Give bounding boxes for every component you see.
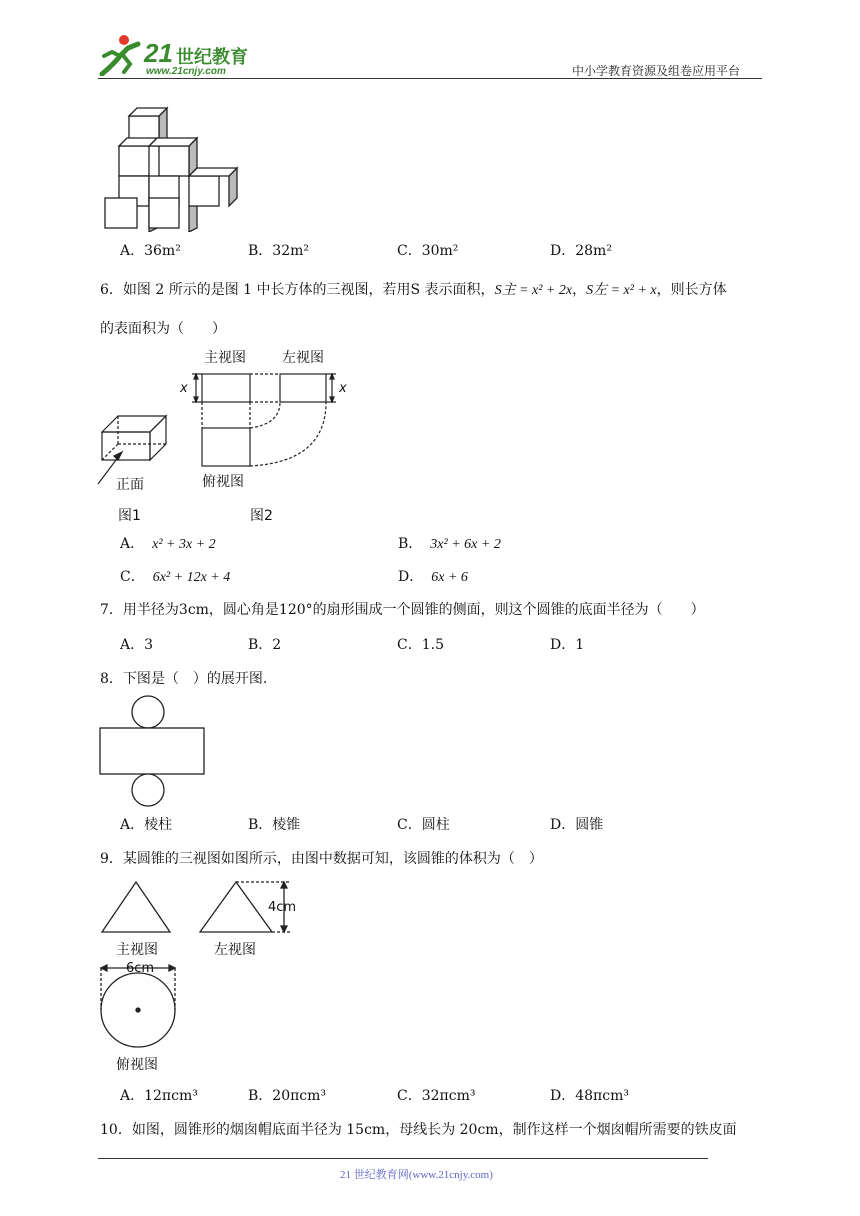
- runner-logo-icon: [94, 34, 144, 76]
- q6-option-c: [120, 568, 230, 587]
- q6-fig-front-face: 正面: [116, 477, 144, 493]
- header: [0, 0, 860, 80]
- logo-text: 世纪教育: [176, 47, 248, 68]
- q6-question-line1: [100, 281, 727, 300]
- q6-option-d: [398, 568, 468, 587]
- q9-fig-left-view: 左视图: [214, 942, 256, 958]
- q9-fig-top-view: 俯视图: [116, 1057, 158, 1073]
- cone-three-view-figure: [96, 872, 306, 1080]
- q7-option-b: B．2: [248, 637, 282, 653]
- platform-title: 中小学教育资源及组卷应用平台: [572, 64, 741, 78]
- q8-option-c: C．圆柱: [397, 817, 450, 833]
- logo: [94, 34, 264, 78]
- q6-suffix: ，则长方体: [656, 282, 727, 298]
- q6-option-b: [398, 535, 501, 554]
- q6-option-a-label: A．: [120, 536, 145, 552]
- cylinder-net-figure: [98, 694, 208, 808]
- q6-comma: ，: [572, 282, 587, 298]
- q7-option-d: D．1: [550, 637, 585, 653]
- q8-option-a: A．棱柱: [120, 817, 173, 833]
- q9-option-c: C．32πcm³: [397, 1088, 476, 1104]
- footer-text: 21 世纪教育网(www.21cnjy.com): [340, 1169, 493, 1181]
- q9-option-b: B．20πcm³: [248, 1088, 327, 1104]
- footer-rule: [98, 1158, 708, 1159]
- q6-option-b-label: B．: [398, 536, 423, 552]
- q6-fig2-caption: 图2: [250, 508, 273, 524]
- q6-fig-left-view: 左视图: [282, 350, 324, 366]
- q5-option-b: B．32m²: [248, 243, 309, 259]
- q6-option-a-expr: x² + 3x + 2: [152, 537, 216, 552]
- q9-option-d: D．48πcm³: [550, 1088, 629, 1104]
- q9-option-a: A．12πcm³: [120, 1088, 198, 1104]
- q6-fig-x-right: x: [339, 381, 347, 396]
- logo-number: 21: [144, 38, 173, 68]
- q8-option-d: D．圆锥: [550, 817, 604, 833]
- q6-option-d-label: D．: [398, 569, 424, 585]
- q6-three-view-figure: [96, 344, 366, 530]
- q6-fig-front-view: 主视图: [204, 350, 246, 366]
- q7-question: 7．用半径为3cm，圆心角是120°的扇形围成一个圆锥的侧面，则这个圆锥的底面半径为（ ）: [100, 602, 705, 618]
- q9-fig-diameter: 6cm: [126, 961, 155, 976]
- logo-url: www.21cnjy.com: [146, 66, 226, 77]
- q5-option-d: D．28m²: [550, 243, 612, 259]
- q5-option-c: C．30m²: [397, 243, 459, 259]
- q7-option-a: A．3: [120, 637, 154, 653]
- q6-option-b-expr: 3x² + 6x + 2: [430, 537, 501, 552]
- q10-question: 10．如图，圆锥形的烟囱帽底面半径为 15cm，母线长为 20cm，制作这样一个烟囱帽所需要的铁皮面: [100, 1122, 737, 1138]
- q6-fig-x-left: x: [180, 381, 188, 396]
- q9-question: 9．某圆锥的三视图如图所示，由图中数据可知，该圆锥的体积为（ ）: [100, 851, 543, 867]
- q6-option-c-expr: 6x² + 12x + 4: [152, 570, 231, 585]
- q6-question-line2: 的表面积为（ ）: [100, 321, 226, 337]
- stacked-cubes-figure: [100, 100, 240, 232]
- q6-option-a: [120, 535, 216, 554]
- header-rule: [98, 78, 762, 79]
- q6-option-d-expr: 6x + 6: [431, 570, 468, 585]
- q6-fig-top-view: 俯视图: [202, 474, 244, 490]
- q6-prefix: 6．如图 2 所示的是图 1 中长方体的三视图，若用S 表示面积，: [100, 282, 495, 298]
- q9-fig-height: 4cm: [268, 900, 297, 915]
- q9-fig-front-view: 主视图: [116, 942, 158, 958]
- q8-option-b: B．棱锥: [248, 817, 301, 833]
- q6-fig1-caption: 图1: [118, 508, 141, 524]
- q8-question: 8．下图是（ ）的展开图.: [100, 671, 268, 687]
- q7-option-c: C．1.5: [397, 637, 444, 653]
- q6-s-main: S主 = x² + 2x: [494, 283, 573, 298]
- q6-s-left: S左 = x² + x: [586, 283, 657, 298]
- q5-option-a: A．36m²: [120, 243, 181, 259]
- q6-option-c-label: C．: [120, 569, 145, 585]
